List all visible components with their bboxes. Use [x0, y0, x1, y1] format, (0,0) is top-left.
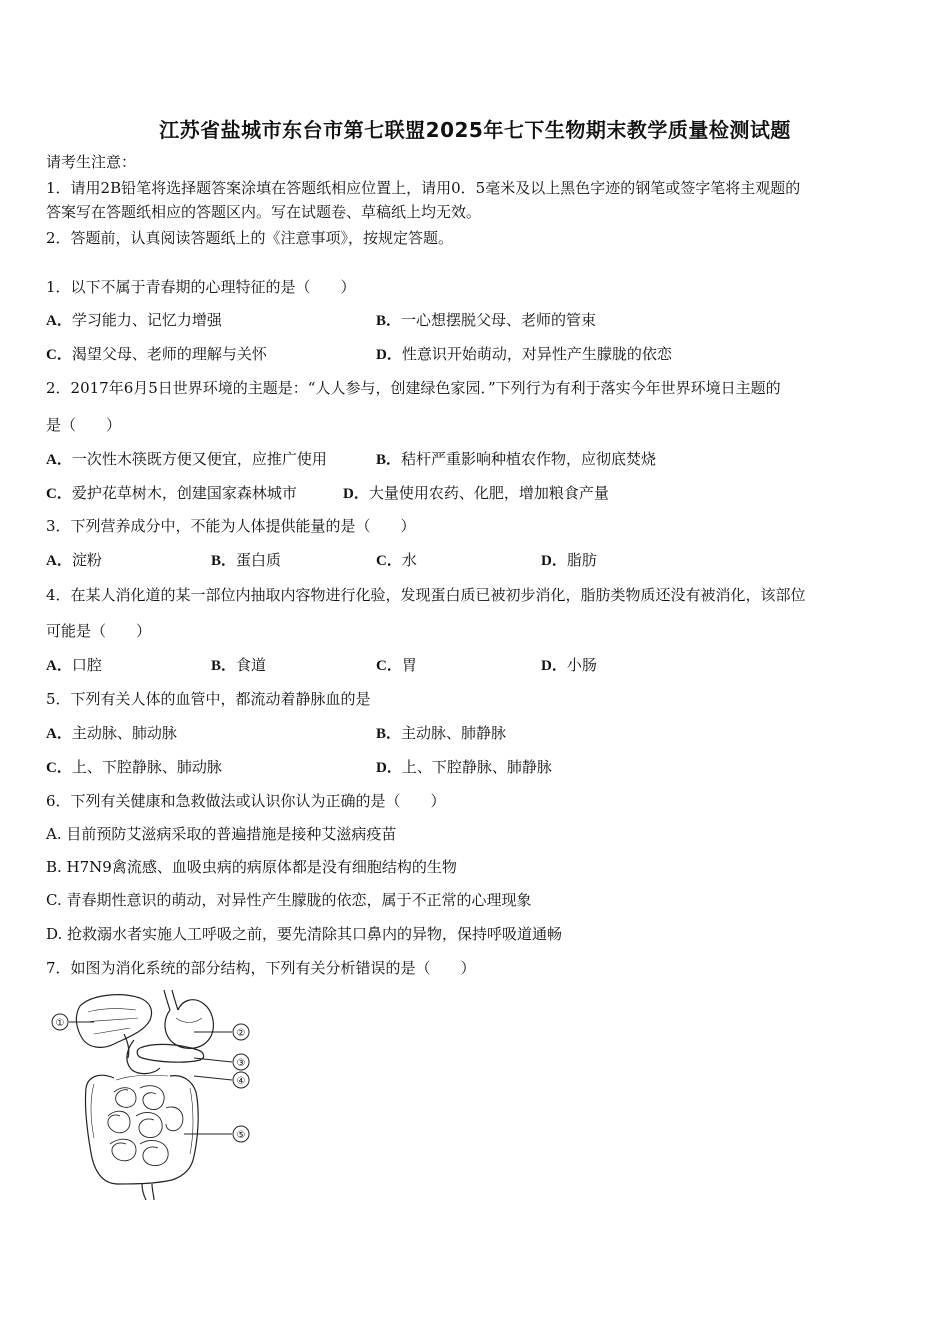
- question-1-stem: 1．以下不属于青春期的心理特征的是（ ）: [46, 278, 356, 296]
- question-4-stem-line-1: 4．在某人消化道的某一部位内抽取内容物进行化验，发现蛋白质已被初步消化，脂肪类物质还没有被消化，该部位: [46, 586, 806, 604]
- question-4-option-a: A．口腔: [46, 656, 102, 674]
- notice-item-2: 2．答题前，认真阅读答题纸上的《注意事项》，按规定答题。: [46, 229, 454, 247]
- question-1-option-b: B．一心想摆脱父母、老师的管束: [376, 311, 597, 329]
- question-1-option-c: C．渴望父母、老师的理解与关怀: [46, 345, 267, 363]
- page-title: 江苏省盐城市东台市第七联盟2025年七下生物期末教学质量检测试题: [159, 118, 791, 142]
- notice-item-1-line-1: 1．请用2B铅笔将选择题答案涂填在答题纸相应位置上，请用0．5毫米及以上黑色字迹的钢笔或签字笔将主观题的: [46, 179, 801, 197]
- question-5-option-c: C．上、下腔静脉、肺动脉: [46, 758, 222, 776]
- question-6-option-d: D. 抢救溺水者实施人工呼吸之前，要先清除其口鼻内的异物，保持呼吸道通畅: [46, 925, 563, 943]
- question-6-option-a: A. 目前预防艾滋病采取的普遍措施是接种艾滋病疫苗: [46, 825, 397, 843]
- question-2-stem-line-2: 是（ ）: [46, 416, 122, 434]
- large-intestine-shape: [85, 1075, 198, 1184]
- question-1-option-d: D．性意识开始萌动，对异性产生朦胧的依恋: [376, 345, 672, 363]
- figure-label-4: ④: [236, 1076, 246, 1087]
- notice-item-1-line-2: 答案写在答题纸相应的答题区内。写在试题卷、草稿纸上均无效。: [46, 203, 482, 221]
- question-4-option-c: C．胃: [376, 656, 417, 674]
- figure-label-2: ②: [236, 1028, 246, 1039]
- question-5-option-b: B．主动脉、肺静脉: [376, 724, 507, 742]
- question-4-option-b: B．食道: [211, 656, 267, 674]
- question-5-option-d: D．上、下腔静脉、肺静脉: [376, 758, 552, 776]
- figure-label-5: ⑤: [236, 1130, 246, 1141]
- question-3-option-c: C．水: [376, 551, 417, 569]
- figure-label-1: ①: [55, 1018, 65, 1029]
- question-4-option-d: D．小肠: [541, 656, 597, 674]
- question-3-option-b: B．蛋白质: [211, 551, 282, 569]
- question-5-option-a: A．主动脉、肺动脉: [46, 724, 177, 742]
- question-2-option-d: D．大量使用农药、化肥，增加粮食产量: [343, 484, 609, 502]
- question-5-stem: 5．下列有关人体的血管中，都流动着静脉血的是: [46, 690, 371, 708]
- figure-label-3: ③: [236, 1058, 246, 1069]
- question-3-stem: 3．下列营养成分中，不能为人体提供能量的是（ ）: [46, 517, 416, 535]
- question-2-option-c: C．爱护花草树木，创建国家森林城市: [46, 484, 297, 502]
- question-6-option-c: C. 青春期性意识的萌动，对异性产生朦胧的依恋，属于不正常的心理现象: [46, 891, 532, 909]
- question-3-option-d: D．脂肪: [541, 551, 597, 569]
- question-2-option-b: B．秸杆严重影响种植农作物，应彻底焚烧: [376, 450, 657, 468]
- small-intestine-shape: [108, 1086, 183, 1166]
- liver-shape: [76, 995, 151, 1048]
- question-6-stem: 6．下列有关健康和急救做法或认识你认为正确的是（ ）: [46, 792, 446, 810]
- question-6-option-b: B. H7N9禽流感、血吸虫病的病原体都是没有细胞结构的生物: [46, 858, 457, 876]
- question-2-stem-line-1: 2．2017年6月5日世界环境的主题是：“人人参与，创建绿色家园．”下列行为有利于落实今年世界环境日主题的: [46, 379, 781, 397]
- question-4-stem-line-2: 可能是（ ）: [46, 622, 152, 640]
- question-2-option-a: A．一次性木筷既方便又便宜，应推广使用: [46, 450, 327, 468]
- notice-heading: 请考生注意：: [46, 153, 137, 171]
- question-7-stem: 7．如图为消化系统的部分结构，下列有关分析错误的是（ ）: [46, 959, 476, 977]
- question-3-option-a: A．淀粉: [46, 551, 102, 569]
- question-1-option-a: A．学习能力、记忆力增强: [46, 311, 222, 329]
- digestive-system-figure: [44, 988, 264, 1200]
- stomach-shape: [165, 1000, 213, 1049]
- pancreas-shape: [137, 1044, 203, 1062]
